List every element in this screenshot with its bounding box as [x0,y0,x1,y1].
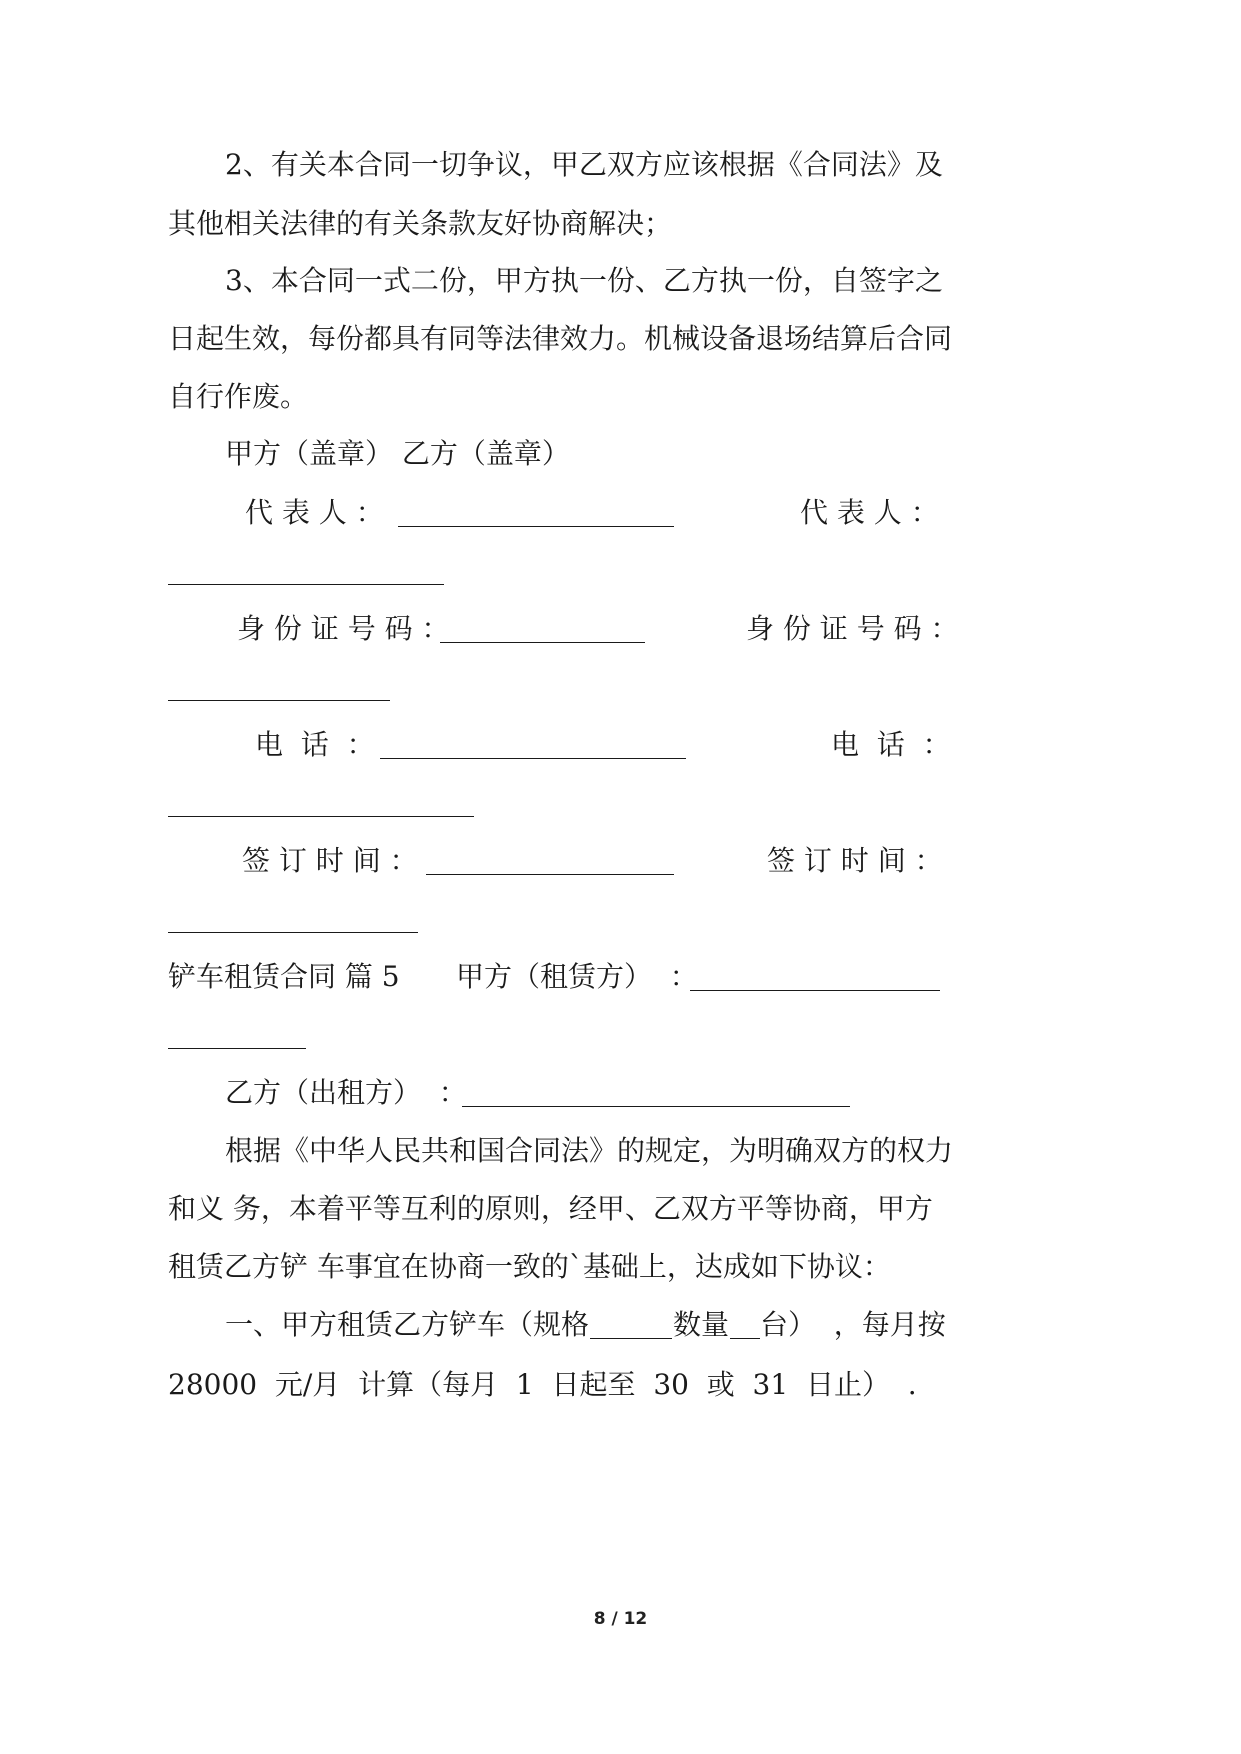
id-label-left: 身 份 证 号 码 ： [237,612,450,645]
date-label-left: 签 订 时 间 ： [242,844,418,877]
rep-label-left: 代 表 人 ： [245,496,384,529]
phone-label-left: 电 话 ： [255,728,375,761]
para-3-line-2: 日起生效，每份都具有同等法律效力。机械设备退场结算后合同 [168,322,953,355]
rep-label-right: 代 表 人 ： [800,496,939,529]
spec-blank [590,1314,672,1339]
para-3-line-1: 3、本合同一式二份，甲方执一份、乙方执一份，自签字之 [225,264,943,297]
date-label-right: 签 订 时 间 ： [767,844,943,877]
id-blank-left [440,618,645,643]
quantity-blank [730,1314,760,1339]
party-a-label: 甲方（租赁方） ： [456,960,698,993]
party-a-blank [690,966,940,991]
intro-line-1: 根据《中华人民共和国合同法》的规定，为明确双方的权力 [225,1134,954,1167]
rep-blank-left [398,502,674,527]
para-2-line-1: 2、有关本合同一切争议，甲乙双方应该根据《合同法》及 [225,148,943,181]
clause-1-part-2: 数量 [673,1308,730,1341]
party-a-blank-cont [168,1024,306,1049]
intro-line-2: 和义 务，本着平等互利的原则，经甲、乙双方平等协商，甲方 [168,1192,933,1225]
phone-label-right: 电 话 ： [831,728,951,761]
intro-line-3: 租赁乙方铲 车事宜在协商一致的`基础上，达成如下协议： [168,1250,891,1283]
clause-1-line-2: 28000 元/月 计算（每月 1 日起至 30 或 31 日止） . [168,1368,917,1401]
rep-blank-right [168,560,444,585]
contract5-title: 铲车租赁合同 篇 5 [168,960,400,993]
phone-blank-left [380,734,686,759]
date-blank-left [426,850,674,875]
phone-blank-right [168,792,474,817]
clause-1-part-1: 一、甲方租赁乙方铲车（规格 [225,1308,590,1341]
party-b-blank [462,1082,850,1107]
page-number: 8 / 12 [593,1609,648,1629]
para-3-line-3: 自行作废。 [168,380,309,413]
para-2-line-2: 其他相关法律的有关条款友好协商解决； [168,207,673,240]
date-blank-right [168,908,418,933]
seal-line: 甲方（盖章） 乙方（盖章） [225,437,570,470]
clause-1-part-3: 台） ，每月按 [760,1308,946,1341]
id-blank-right [168,676,390,701]
id-label-right: 身 份 证 号 码 ： [746,612,959,645]
party-b-label: 乙方（出租方） ： [225,1076,467,1109]
